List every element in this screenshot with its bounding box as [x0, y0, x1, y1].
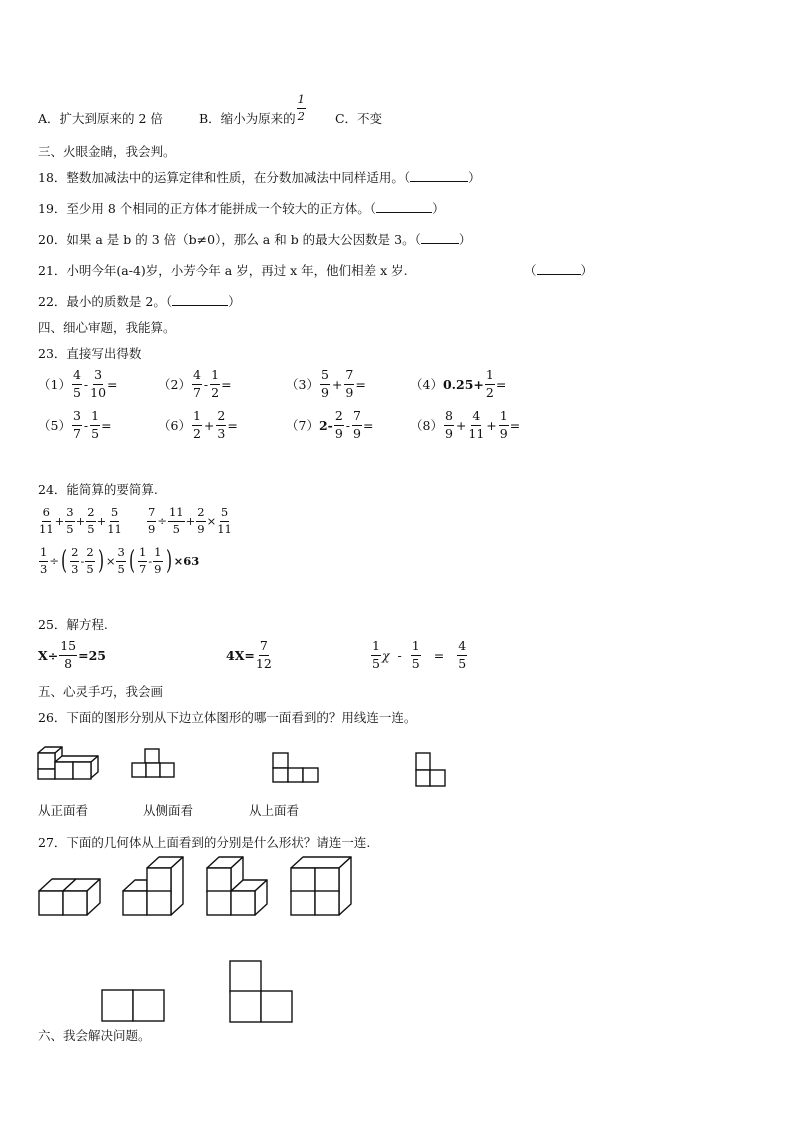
q17-options: [38, 92, 383, 132]
q23-item-8: （8） $\frac{8}{9}$ + $\frac{4}{11}$ + $\frac{1}{9}$ =: [410, 408, 521, 441]
answer-blank-18[interactable]: [410, 181, 468, 182]
q26-label-side: 从侧面看: [143, 803, 194, 818]
q24-expression-1: $\frac{6}{11}$ + $\frac{3}{5}$ + $\frac{2}{5}$ + $\frac{5}{11}$: [39, 505, 122, 536]
judge-20: 20．如果 a 是 b 的 3 倍（b≠0），那么 a 和 b 的最大公因数是 3。（ ）: [38, 232, 472, 247]
q26-label-top: 从上面看: [249, 803, 300, 818]
q27-top-view-a: [101, 989, 167, 1023]
option-b: B．缩小为原来的: [198, 111, 296, 126]
section-3-title: 三、火眼金睛，我会判。: [38, 144, 176, 159]
option-a: A．扩大到原来的 2 倍: [38, 111, 163, 126]
q27-solid-3: [206, 855, 270, 919]
q27-solid-1: [38, 872, 102, 918]
judge-19: 19．至少用 8 个相同的正方体才能拼成一个较大的正方体。（ ）: [38, 201, 445, 216]
judge-21: 21．小明今年(a-4)岁，小芳今年 a 岁，再过 x 年，他们相差 x 岁.: [38, 263, 408, 278]
q24-title: 24．能简算的要简算.: [38, 482, 158, 497]
q23-item-3: （3） $\frac{5}{9}$ + $\frac{7}{9}$ =: [286, 367, 366, 400]
q25-equation-3: $\frac{1}{5}$ χ - $\frac{1}{5}$ = $\frac{4}{5}$: [372, 638, 467, 671]
q27-solid-2: [122, 855, 186, 919]
q23-item-6: （6） $\frac{1}{2}$ + $\frac{2}{3}$ =: [158, 408, 238, 441]
q27-solid-4: [290, 855, 354, 919]
q23-item-4: （4） 0.25+ $\frac{1}{2}$ =: [410, 367, 507, 400]
answer-blank-22[interactable]: [172, 305, 228, 306]
q24-expression-3: $\frac{1}{3}$ ÷ ( $\frac{2}{3}$ - $\frac{2}{5}$ ) × $\frac{3}{5}$ ( $\frac{1}{7}$ - $\frac{1}{9}$ ) ×63: [40, 545, 200, 576]
judge-22: 22．最小的质数是 2。（ ）: [38, 294, 241, 309]
q23-item-2: （2） $\frac{4}{7}$ - $\frac{1}{2}$ =: [158, 367, 232, 400]
q23-item-7: （7） 2- $\frac{2}{9}$ - $\frac{7}{9}$ =: [286, 408, 374, 441]
q25-equation-1: X÷ $\frac{15}{8}$ =25: [38, 638, 106, 671]
q26-title: 26．下面的图形分别从下边立体图形的哪一面看到的？用线连一连。: [38, 710, 417, 725]
q27-title: 27．下面的几何体从上面看到的分别是什么形状？请连一连.: [38, 835, 371, 850]
option-c: C．不变: [334, 111, 383, 126]
answer-blank-20[interactable]: [421, 243, 459, 244]
q26-view-2: [272, 752, 320, 784]
q27-top-view-b: [229, 960, 295, 1024]
section-6-title: 六、我会解决问题。: [38, 1028, 151, 1043]
q25-equation-2: 4X= $\frac{7}{12}$: [226, 638, 272, 671]
judge-21-answer: （ ）: [524, 263, 594, 278]
judge-18: 18．整数加减法中的运算定律和性质，在分数加减法中同样适用。（ ）: [38, 170, 481, 185]
answer-blank-19[interactable]: [376, 212, 432, 213]
q23-item-5: （5） $\frac{3}{7}$ - $\frac{1}{5}$ =: [38, 408, 112, 441]
option-b-fraction: $\frac{1}{2}$: [297, 92, 305, 123]
section-5-title: 五、心灵手巧，我会画: [38, 684, 164, 699]
q26-label-front: 从正面看: [38, 803, 89, 818]
q26-view-1: [131, 748, 177, 782]
q23-title: 23．直接写出得数: [38, 346, 142, 361]
q23-item-1: （1） $\frac{4}{5}$ - $\frac{3}{10}$ =: [38, 367, 118, 400]
q26-solid-figure: [38, 740, 104, 784]
answer-blank-21[interactable]: [537, 274, 581, 275]
section-4-title: 四、细心审题，我能算。: [38, 320, 176, 335]
q25-title: 25．解方程.: [38, 617, 108, 632]
q24-expression-2: $\frac{7}{9}$ ÷ $\frac{11}{5}$ + $\frac{2}{9}$ × $\frac{5}{11}$: [148, 505, 232, 536]
q26-view-3: [415, 752, 449, 788]
